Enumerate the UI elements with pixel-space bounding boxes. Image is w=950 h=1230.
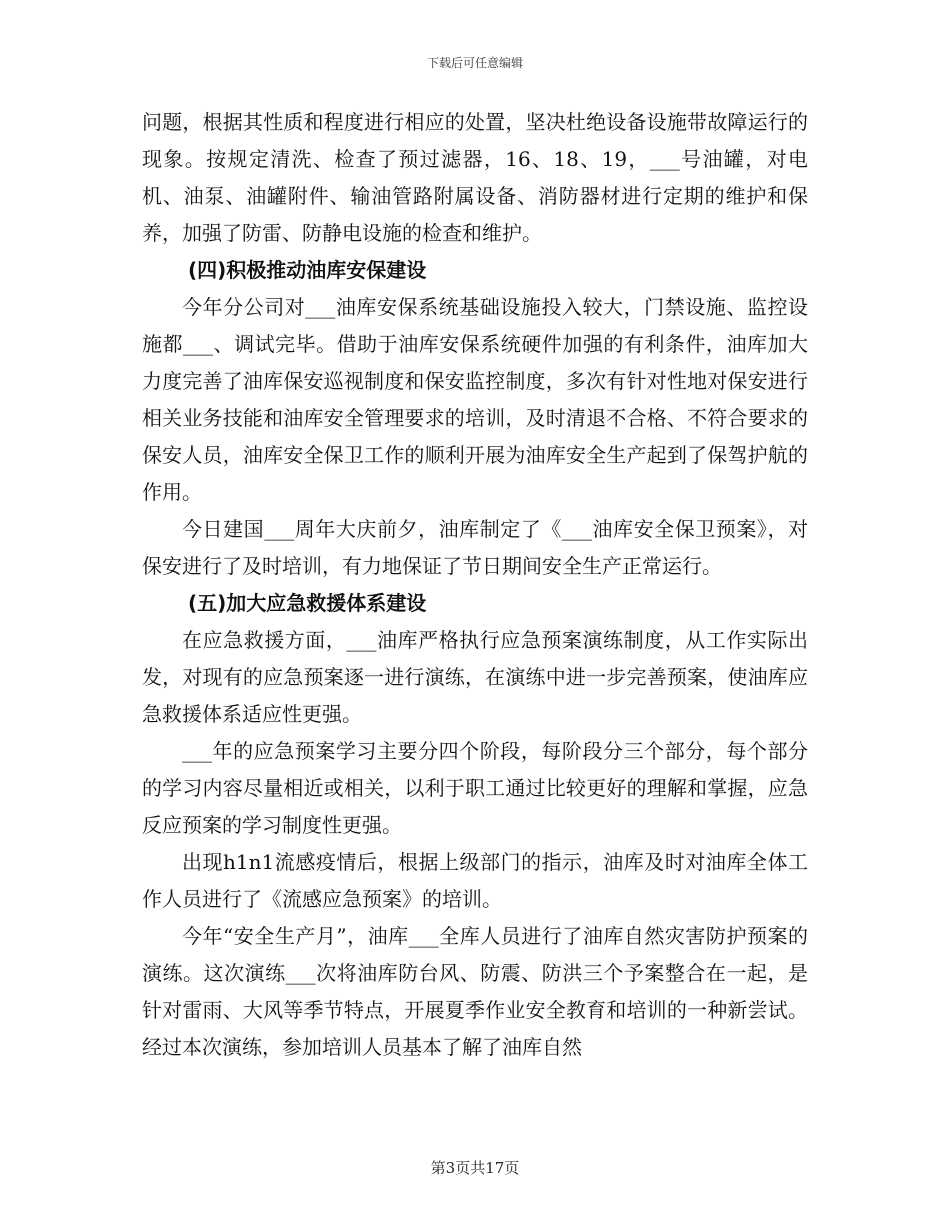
section-heading-security: (四)积极推动油库安保建设 <box>188 258 427 282</box>
paragraph-equipment-maintenance: 问题，根据其性质和程度进行相应的处置，坚决杜绝设备设施带故障运行的现象。按规定清洗、检查了预过滤器，16、18、19，___号油罐，对电机、油泵、油罐附件、输油管路附属设备、消防器材进行定期的维护和保养，加强了防雷、防静电设施的检查和维护。 <box>142 110 808 245</box>
page-number: 第3页共17页 <box>430 1159 520 1177</box>
section-heading-emergency: (五)加大应急救援体系建设 <box>188 591 427 615</box>
document-body <box>142 104 808 1066</box>
page-header-note: 下载后可任意编辑 <box>426 56 523 70</box>
paragraph-safety-month: 今年“安全生产月”，油库___全库人员进行了油库自然灾害防护预案的演练。这次演练___次将油库防台风、防震、防洪三个予案整合在一起，是针对雷雨、大风等季节特点，开展夏季作业安全教育和培训的一种新尝试。经过本次演练，参加培训人员基本了解了油库自然 <box>142 924 808 1059</box>
paragraph-flu-training: 出现h1n1流感疫情后，根据上级部门的指示，油库及时对油库全体工作人员进行了《流感应急预案》的培训。 <box>142 850 808 911</box>
paragraph-security-investment: 今年分公司对___油库安保系统基础设施投入较大，门禁设施、监控设施都___、调试完毕。借助于油库安保系统硬件加强的有利条件，油库加大力度完善了油库保安巡视制度和保安监控制度，多次有针对性地对保安进行相关业务技能和油库安全管理要求的培训，及时清退不合格、不符合要求的保安人员，油库安全保卫工作的顺利开展为油库安全生产起到了保驾护航的作用。 <box>142 295 808 504</box>
paragraph-national-day-plan: 今日建国___周年大庆前夕，油库制定了《___油库安全保卫预案》，对保安进行了及时培训，有力地保证了节日期间安全生产正常运行。 <box>142 517 808 578</box>
paragraph-plan-study: ___年的应急预案学习主要分四个阶段，每阶段分三个部分，每个部分的学习内容尽量相近或相关，以利于职工通过比较更好的理解和掌握，应急反应预案的学习制度性更强。 <box>142 739 808 837</box>
paragraph-emergency-drills: 在应急救援方面，___油库严格执行应急预案演练制度，从工作实际出发，对现有的应急预案逐一进行演练，在演练中进一步完善预案，使油库应急救援体系适应性更强。 <box>142 628 808 726</box>
